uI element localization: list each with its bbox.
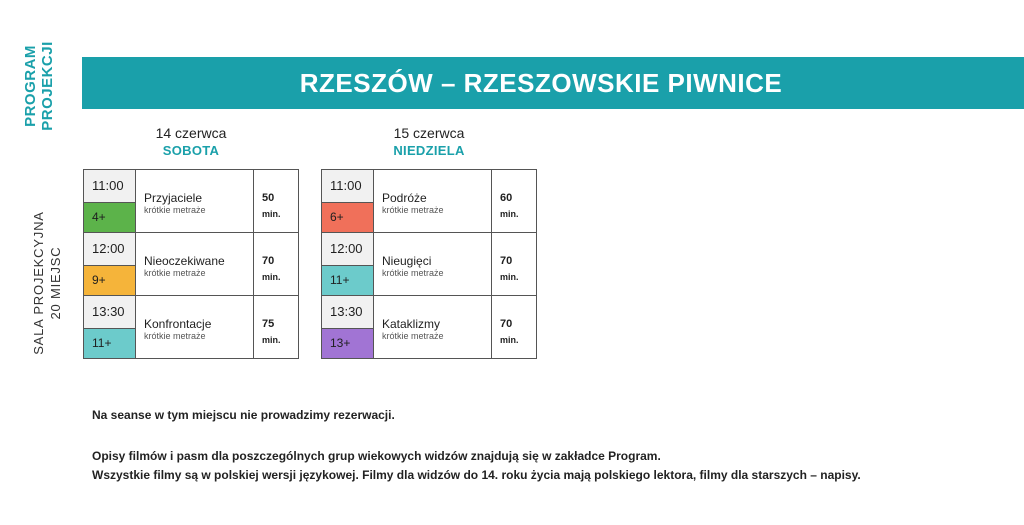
title-cell (374, 170, 492, 232)
film-subtitle: krótkie metraże (382, 205, 444, 215)
day-date: 14 czerwca (155, 125, 227, 141)
time-cell (84, 233, 136, 295)
film-title: Nieugięci (382, 254, 432, 268)
day-header-saturday (83, 124, 299, 159)
screening-row (322, 233, 536, 296)
film-title: Przyjaciele (144, 191, 203, 205)
duration-value: 70 (500, 318, 513, 330)
film-subtitle: krótkie metraże (144, 268, 206, 278)
age-badge: 11+ (84, 329, 135, 358)
duration-value: 70 (262, 255, 275, 267)
info-note-line2: Wszystkie filmy są w polskiej wersji językowej. Filmy dla widzów do 14. roku życia mają polskiego lektora, filmy dla starszych – napisy. (92, 468, 861, 482)
screening-row (322, 170, 536, 233)
duration-value: 75 (262, 318, 275, 330)
page-title: RZESZÓW – RZESZOWSKIE PIWNICE (299, 68, 783, 98)
time-cell (84, 170, 136, 232)
duration-unit: min. (500, 272, 519, 282)
section-label-line2: PROJEKCJI (39, 41, 56, 131)
info-note-line1: Opisy filmów i pasm dla poszczególnych grup wiekowych widzów znajdują się w zakładce Program. (92, 449, 661, 463)
film-subtitle: krótkie metraże (144, 331, 206, 341)
time-cell (84, 296, 136, 358)
film-subtitle: krótkie metraże (382, 268, 444, 278)
hall-label (30, 208, 64, 358)
section-label-line1: PROGRAM (22, 45, 39, 127)
schedule-table-saturday (83, 169, 299, 359)
duration-unit: min. (500, 209, 519, 219)
age-badge: 13+ (322, 329, 373, 358)
title-banner (82, 57, 1024, 109)
time-cell (322, 233, 374, 295)
duration-cell (254, 233, 298, 295)
duration-unit: min. (500, 335, 519, 345)
duration-cell (492, 233, 536, 295)
schedule-table-sunday (321, 169, 537, 359)
duration-cell (254, 170, 298, 232)
duration-value: 50 (262, 192, 275, 204)
hall-label-line2: 20 MIEJSC (48, 246, 63, 320)
screening-time: 12:00 (322, 233, 373, 266)
info-notes (92, 447, 861, 485)
screening-row (84, 296, 298, 358)
section-label-program (22, 34, 56, 138)
title-cell (374, 233, 492, 295)
screening-time: 12:00 (84, 233, 135, 266)
age-badge: 9+ (84, 266, 135, 295)
time-cell (322, 170, 374, 232)
title-cell (136, 296, 254, 358)
film-title: Nieoczekiwane (144, 254, 225, 268)
screening-time: 13:30 (322, 296, 373, 329)
reservation-note-text: Na seanse w tym miejscu nie prowadzimy rezerwacji. (92, 408, 395, 422)
day-date: 15 czerwca (393, 125, 465, 141)
reservation-note (92, 406, 395, 425)
hall-label-line1: SALA PROJEKCYJNA (31, 211, 46, 355)
duration-cell (254, 296, 298, 358)
duration-value: 60 (500, 192, 513, 204)
screening-time: 11:00 (84, 170, 135, 203)
duration-unit: min. (262, 335, 281, 345)
screening-time: 11:00 (322, 170, 373, 203)
day-name: SOBOTA (162, 143, 220, 158)
duration-cell (492, 296, 536, 358)
screening-row (84, 233, 298, 296)
title-cell (374, 296, 492, 358)
film-title: Konfrontacje (144, 317, 212, 331)
film-title: Podróże (382, 191, 427, 205)
duration-value: 70 (500, 255, 513, 267)
title-cell (136, 170, 254, 232)
screening-row (322, 296, 536, 358)
age-badge: 11+ (322, 266, 373, 295)
title-cell (136, 233, 254, 295)
film-subtitle: krótkie metraże (382, 331, 444, 341)
duration-unit: min. (262, 272, 281, 282)
film-title: Kataklizmy (382, 317, 441, 331)
time-cell (322, 296, 374, 358)
duration-cell (492, 170, 536, 232)
day-header-sunday (321, 124, 537, 159)
film-subtitle: krótkie metraże (144, 205, 206, 215)
duration-unit: min. (262, 209, 281, 219)
screening-time: 13:30 (84, 296, 135, 329)
day-name: NIEDZIELA (393, 143, 465, 158)
age-badge: 6+ (322, 203, 373, 232)
screening-row (84, 170, 298, 233)
age-badge: 4+ (84, 203, 135, 232)
